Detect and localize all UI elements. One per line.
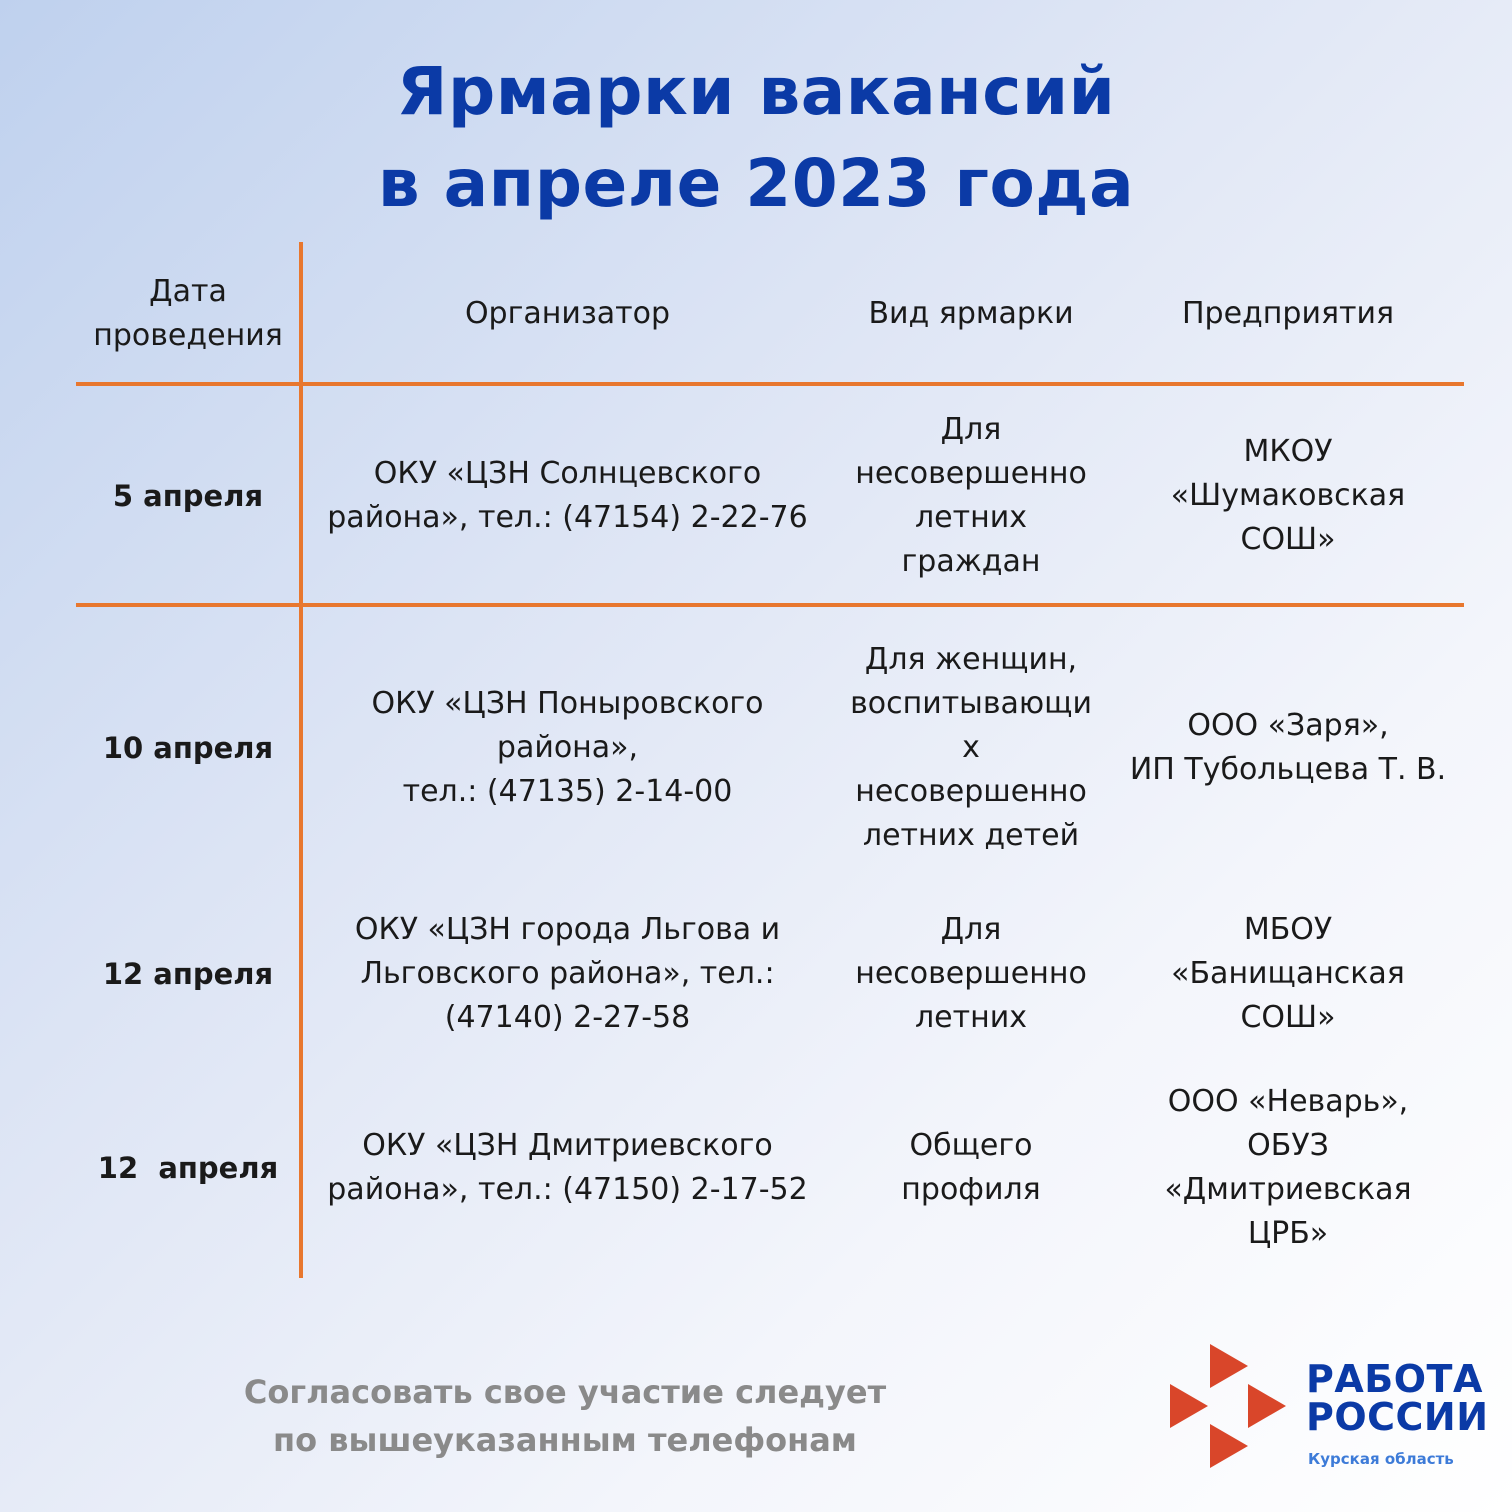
row-4-date: 12 апреля [97,1151,279,1185]
footer-line-2: по вышеуказанным телефонам [273,1421,857,1459]
page-title [0,46,1512,230]
row-3-type: Для несовершенно летних [855,912,1087,1035]
row-4-type: Общего профиля [901,1128,1041,1207]
header-enterprises: Предприятия [1181,296,1395,331]
logo-region: Курская область [1308,1450,1454,1468]
row-3-organizer: ОКУ «ЦЗН города Льгова и Льговского района», тел.: (47140) 2-27-58 [354,912,781,1035]
row-2-type: Для женщин, воспитывающи х несовершенно летних детей [850,642,1092,853]
table-header-divider [76,382,1464,386]
header-type: Вид ярмарки [868,296,1074,331]
row-4-enterprises: ООО «Неварь», ОБУЗ «Дмитриевская ЦРБ» [1164,1084,1412,1251]
row-4-organizer: ОКУ «ЦЗН Дмитриевского района», тел.: (47150) 2-17-52 [327,1128,808,1207]
row-1-organizer: ОКУ «ЦЗН Солнцевского района», тел.: (47154) 2-22-76 [327,456,808,535]
row-2-enterprises: ООО «Заря», ИП Тубольцева Т. В. [1129,708,1447,787]
header-date: Дата проведения [93,274,283,353]
title-line-1: Ярмарки вакансий [396,53,1116,130]
row-1-enterprises: МКОУ «Шумаковская СОШ» [1170,434,1406,557]
row-3-enterprises: МБОУ «Банищанская СОШ» [1171,912,1405,1035]
row-1-date: 5 апреля [112,479,264,513]
row-2-date: 10 апреля [102,731,274,765]
row-3-date: 12 апреля [102,957,274,991]
footer-line-1: Согласовать свое участие следует [243,1373,887,1411]
logo-wordmark [1306,1357,1489,1439]
footer-note [150,1368,980,1464]
logo-line-1: РАБОТА [1306,1357,1483,1401]
table-row-divider [76,603,1464,607]
title-line-2: в апреле 2023 года [377,145,1135,222]
row-2-organizer: ОКУ «ЦЗН Поныровского района», тел.: (47135) 2-14-00 [371,686,764,809]
row-1-type: Для несовершенно летних граждан [855,412,1087,579]
header-organizer: Организатор [464,296,671,331]
logo-line-2: РОССИИ [1306,1395,1489,1439]
